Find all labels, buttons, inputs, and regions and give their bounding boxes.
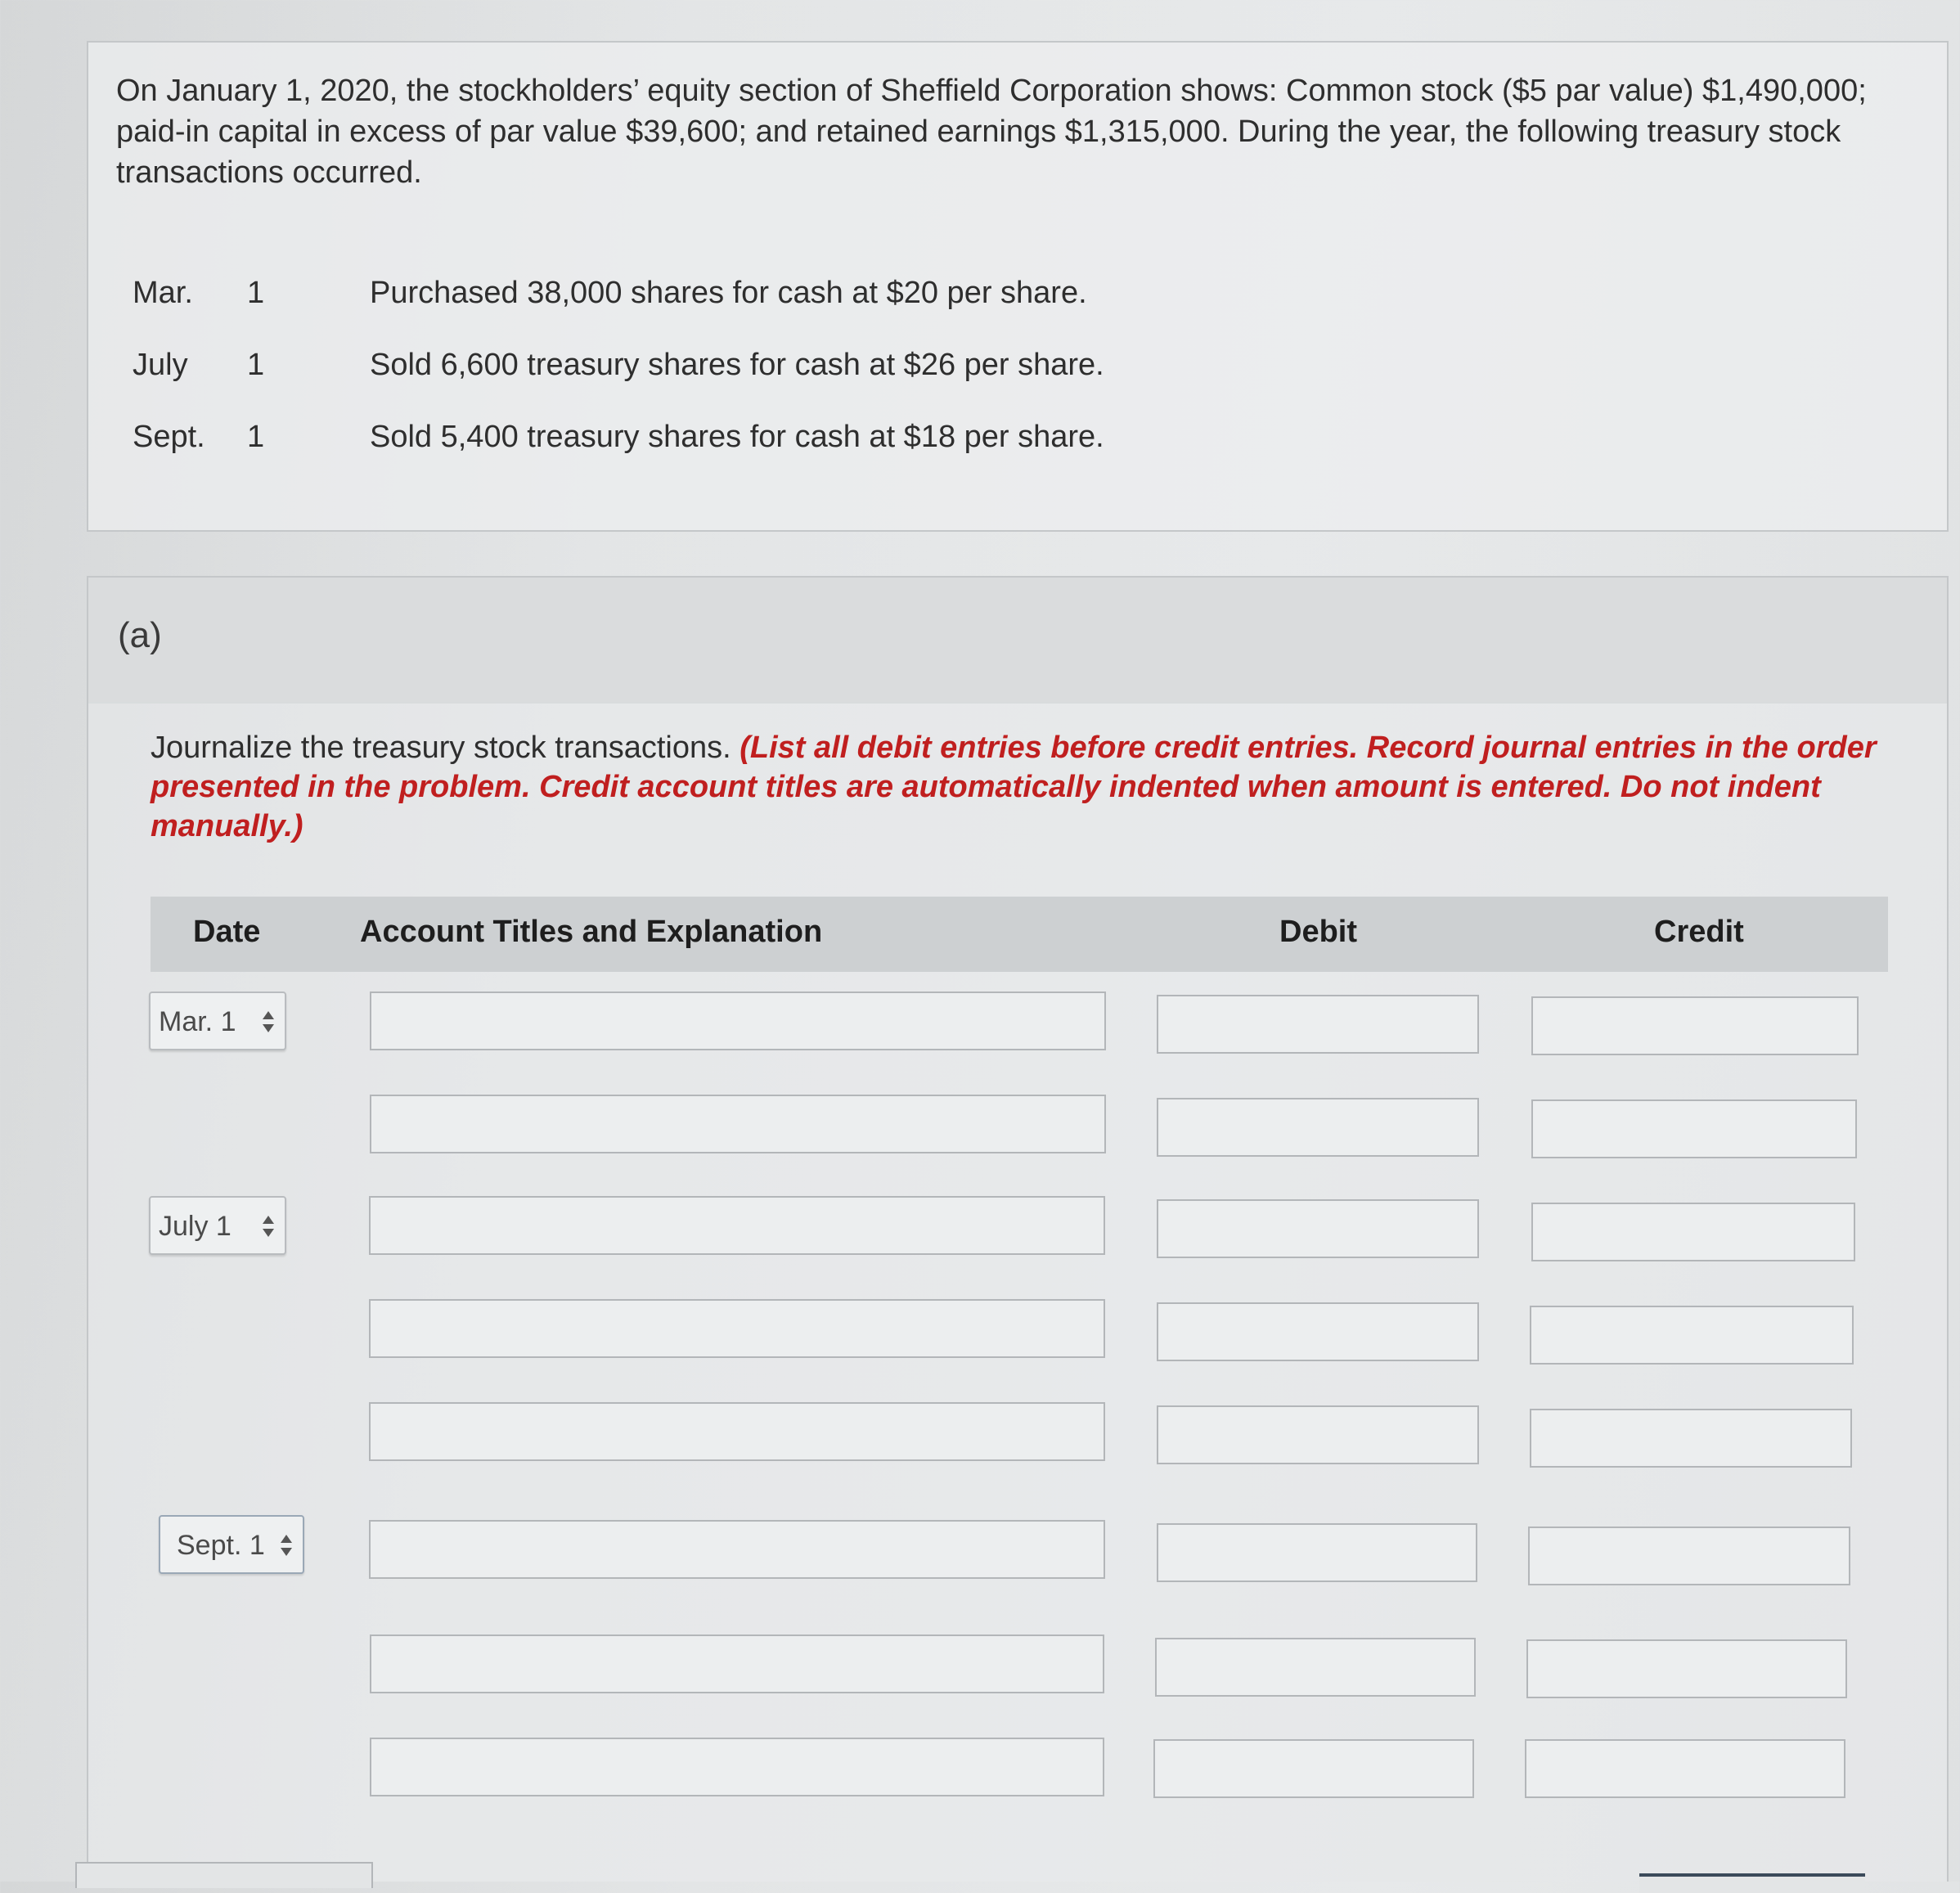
debit-field[interactable] <box>1153 1739 1474 1798</box>
debit-field[interactable] <box>1157 995 1479 1054</box>
transaction-description: Sold 5,400 treasury shares for cash at $18 per share. <box>370 420 1104 454</box>
transaction-month: Sept. <box>133 420 205 454</box>
part-a-body <box>87 702 1949 1882</box>
transaction-day: 1 <box>247 420 265 454</box>
credit-field[interactable] <box>1531 1099 1857 1158</box>
instructions <box>151 728 1909 846</box>
debit-field[interactable] <box>1157 1405 1479 1464</box>
transaction-day: 1 <box>247 276 265 310</box>
account-title-field[interactable] <box>370 1095 1106 1153</box>
date-select-value: July 1 <box>159 1211 232 1242</box>
credit-field[interactable] <box>1531 1203 1855 1261</box>
up-down-arrows-icon <box>262 1009 275 1034</box>
date-select-value: Mar. 1 <box>159 1006 236 1037</box>
credit-field[interactable] <box>1531 996 1859 1055</box>
date-select-mar-1[interactable] <box>149 991 286 1050</box>
transaction-day: 1 <box>247 348 265 382</box>
credit-column-header: Credit <box>1654 915 1744 949</box>
date-select-sept-1[interactable] <box>159 1515 304 1574</box>
part-a-header <box>87 576 1949 704</box>
transaction-month: July <box>133 348 188 382</box>
account-title-field[interactable] <box>369 1402 1105 1461</box>
date-select-july-1[interactable] <box>149 1196 286 1255</box>
date-column-header: Date <box>193 915 261 949</box>
credit-field[interactable] <box>1530 1306 1854 1365</box>
credit-field[interactable] <box>1526 1639 1847 1698</box>
account-title-field[interactable] <box>369 1520 1105 1579</box>
account-title-field[interactable] <box>370 1634 1104 1693</box>
account-title-field[interactable] <box>370 991 1106 1050</box>
cropped-submit-button[interactable] <box>1639 1873 1865 1893</box>
transaction-description: Purchased 38,000 shares for cash at $20 per share. <box>370 276 1087 310</box>
debit-field[interactable] <box>1157 1523 1477 1582</box>
account-column-header: Account Titles and Explanation <box>360 915 823 949</box>
debit-field[interactable] <box>1157 1199 1479 1258</box>
debit-column-header: Debit <box>1279 915 1357 949</box>
account-title-field[interactable] <box>370 1738 1104 1796</box>
up-down-arrows-icon <box>262 1214 275 1239</box>
account-title-field[interactable] <box>369 1196 1105 1255</box>
date-select-value: Sept. 1 <box>177 1530 265 1561</box>
debit-field[interactable] <box>1157 1302 1479 1361</box>
credit-field[interactable] <box>1530 1409 1852 1468</box>
part-label: (a) <box>118 615 162 655</box>
instruction-emphasis: (List all debit entries before credit entries. Record journal entries in the order presented in the problem. Credit account titles are automatically indented when amount is entered. Do not indent manually.) <box>151 731 1877 843</box>
instruction-text: Journalize the treasury stock transactions. <box>151 731 740 765</box>
journal-header <box>151 897 1888 972</box>
credit-field[interactable] <box>1528 1527 1850 1585</box>
transaction-description: Sold 6,600 treasury shares for cash at $26 per share. <box>370 348 1104 382</box>
problem-panel <box>87 41 1949 532</box>
problem-statement: On January 1, 2020, the stockholders’ equity section of Sheffield Corporation shows: Common stock ($5 par value) $1,490,000; paid-in capital in excess of par value $39,600; and retained earnings $1,315,000. During the year, the following treasury stock transactions occurred. <box>116 74 1867 190</box>
up-down-arrows-icon <box>280 1533 293 1558</box>
debit-field[interactable] <box>1155 1638 1476 1697</box>
cropped-button[interactable] <box>75 1862 373 1888</box>
account-title-field[interactable] <box>369 1299 1105 1358</box>
debit-field[interactable] <box>1157 1098 1479 1157</box>
credit-field[interactable] <box>1525 1739 1845 1798</box>
transaction-month: Mar. <box>133 276 193 310</box>
